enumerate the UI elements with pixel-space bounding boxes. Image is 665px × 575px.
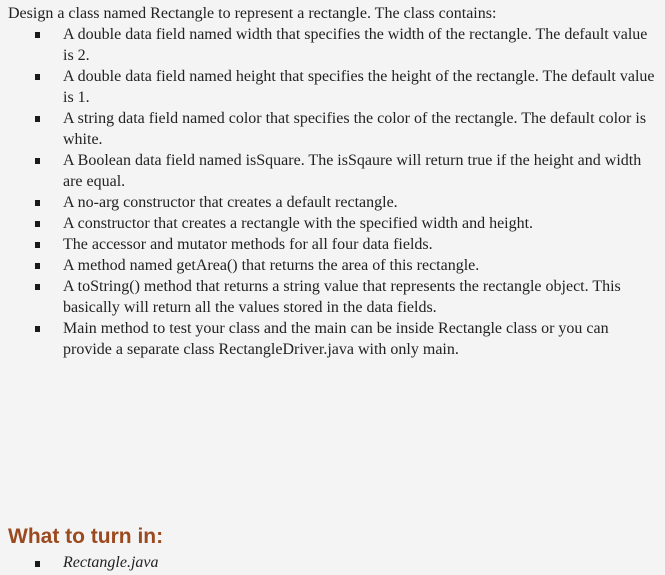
list-item bbox=[0, 66, 665, 108]
square-bullet-icon bbox=[35, 561, 40, 567]
turn-in-list bbox=[0, 552, 665, 574]
square-bullet-icon bbox=[35, 116, 40, 122]
list-item-text: A double data field named width that specifies the width of the rectangle. The default value is 2. bbox=[63, 26, 648, 64]
list-item bbox=[0, 234, 665, 255]
list-item-text: A constructor that creates a rectangle with the specified width and height. bbox=[63, 215, 534, 232]
list-item-text: A no-arg constructor that creates a default rectangle. bbox=[63, 194, 398, 211]
square-bullet-icon bbox=[35, 263, 40, 269]
section-heading: What to turn in: bbox=[8, 525, 164, 548]
square-bullet-icon bbox=[35, 158, 40, 164]
list-item-text: A Boolean data field named isSquare. The isSqaure will return true if the height and width are equal. bbox=[63, 152, 642, 190]
list-item bbox=[0, 24, 665, 66]
list-item bbox=[0, 255, 665, 276]
list-item-text: A method named getArea() that returns the area of this rectangle. bbox=[63, 257, 480, 274]
list-item bbox=[0, 318, 665, 360]
list-item bbox=[0, 552, 665, 574]
square-bullet-icon bbox=[35, 32, 40, 38]
list-item bbox=[0, 276, 665, 318]
square-bullet-icon bbox=[35, 200, 40, 206]
list-item bbox=[0, 108, 665, 150]
square-bullet-icon bbox=[35, 326, 40, 332]
list-item bbox=[0, 150, 665, 192]
list-item-text: Main method to test your class and the main can be inside Rectangle class or you can provide a separate class RectangleDriver.java with only main. bbox=[63, 320, 609, 358]
list-item-text: A toString() method that returns a string value that represents the rectangle object. This basically will return all the values stored in the data fields. bbox=[63, 278, 621, 316]
turn-in-file: Rectangle.java bbox=[63, 554, 159, 571]
requirements-list bbox=[0, 24, 665, 360]
square-bullet-icon bbox=[35, 242, 40, 248]
square-bullet-icon bbox=[35, 284, 40, 290]
list-item-text: A double data field named height that specifies the height of the rectangle. The default value is 1. bbox=[63, 68, 655, 106]
square-bullet-icon bbox=[35, 221, 40, 227]
list-item bbox=[0, 213, 665, 234]
square-bullet-icon bbox=[35, 74, 40, 80]
list-item-text: A string data field named color that specifies the color of the rectangle. The default color is white. bbox=[63, 110, 647, 148]
intro-text: Design a class named Rectangle to represent a rectangle. The class contains: bbox=[8, 5, 497, 22]
list-item bbox=[0, 192, 665, 213]
list-item-text: The accessor and mutator methods for all four data fields. bbox=[63, 236, 433, 253]
